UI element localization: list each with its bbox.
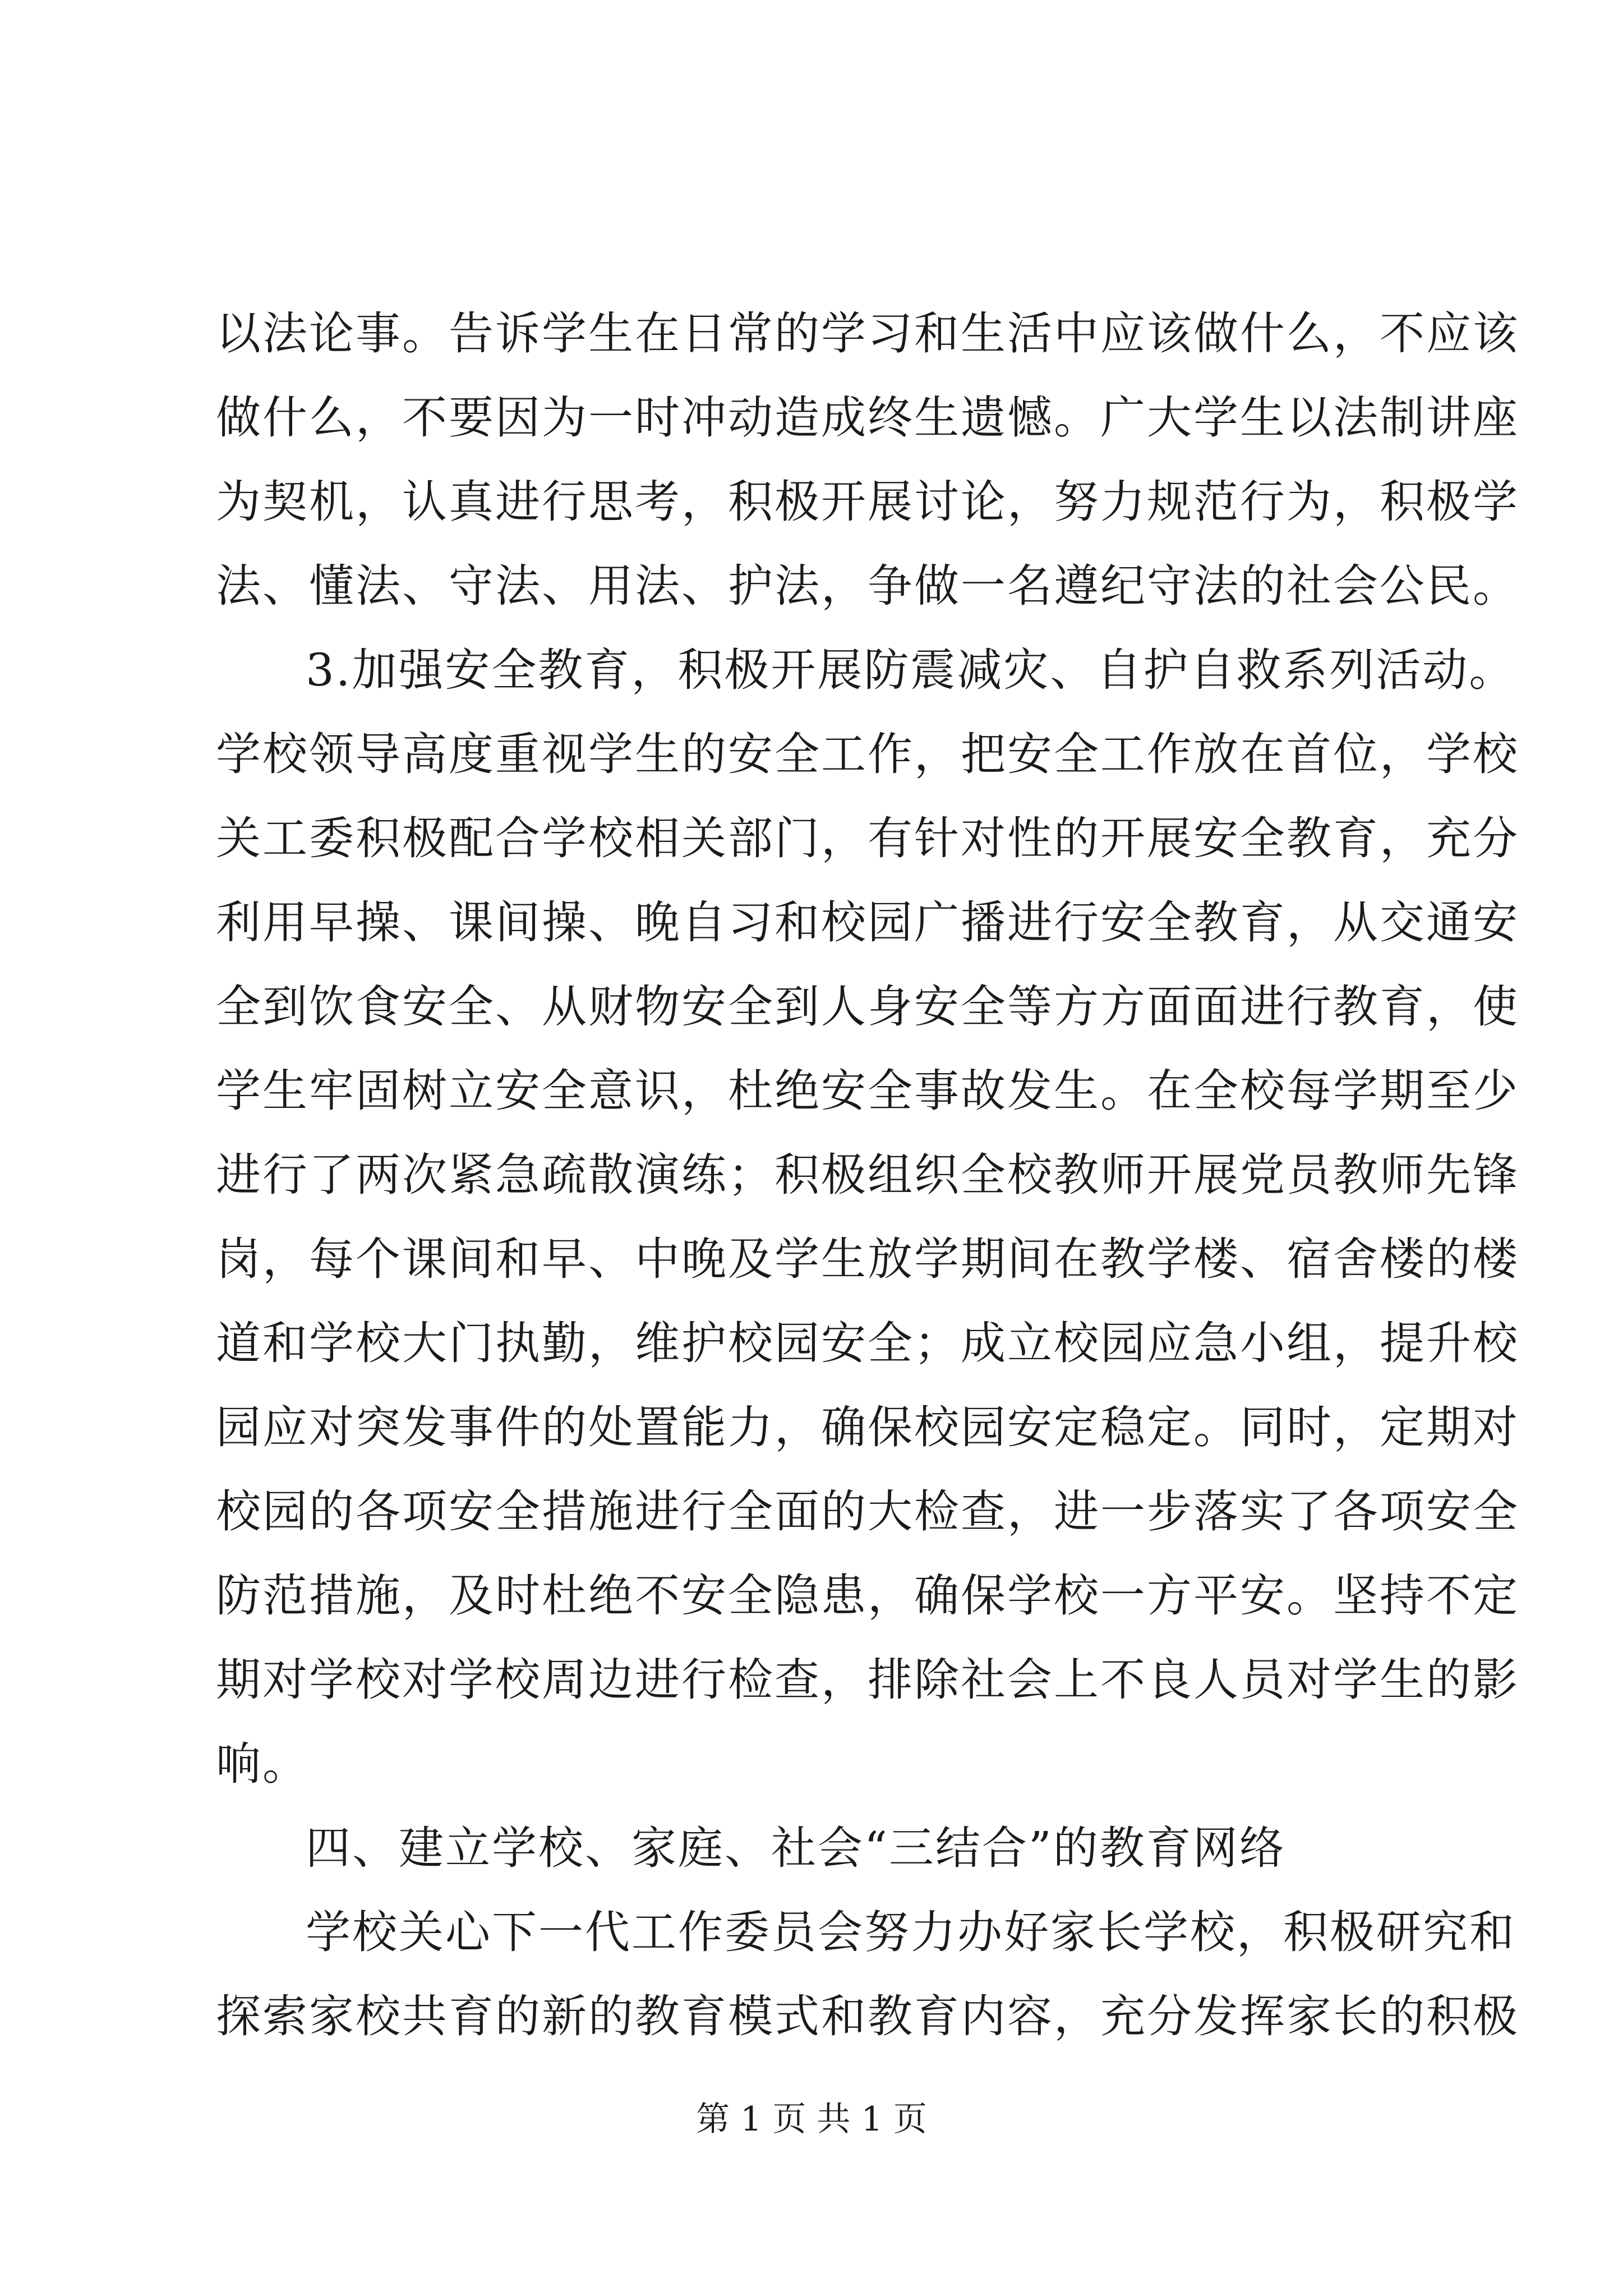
text-line: 学生牢固树立安全意识，杜绝安全事故发生。在全校每学期至少	[216, 1065, 1519, 1117]
text-line: 法、懂法、守法、用法、护法，争做一名遵纪守法的社会公民。	[216, 560, 1519, 612]
text-line: 做什么，不要因为一时冲动造成终生遗憾。广大学生以法制讲座	[216, 392, 1519, 444]
text-line: 学校领导高度重视学生的安全工作，把安全工作放在首位，学校	[216, 728, 1519, 780]
text-line: 全到饮食安全、从财物安全到人身安全等方方面面进行教育，使	[216, 981, 1519, 1033]
page-number-footer: 第 1 页 共 1 页	[696, 2100, 927, 2139]
section-heading-3: 3.加强安全教育，积极开展防震减灾、自护自救系列活动。	[306, 644, 1516, 696]
text-line: 探索家校共育的新的教育模式和教育内容，充分发挥家长的积极	[216, 1990, 1519, 2042]
text-line: 进行了两次紧急疏散演练；积极组织全校教师开展党员教师先锋	[216, 1149, 1519, 1201]
text-line: 校园的各项安全措施进行全面的大检查，进一步落实了各项安全	[216, 1485, 1519, 1538]
text-line: 期对学校对学校周边进行检查，排除社会上不良人员对学生的影	[216, 1654, 1519, 1706]
text-line: 岗，每个课间和早、中晚及学生放学期间在教学楼、宿舍楼的楼	[216, 1233, 1519, 1285]
text-line: 道和学校大门执勤，维护校园安全；成立校园应急小组，提升校	[216, 1317, 1519, 1369]
text-line: 利用早操、课间操、晚自习和校园广播进行安全教育，从交通安	[216, 896, 1519, 949]
section-heading-4: 四、建立学校、家庭、社会“三结合”的教育网络	[306, 1822, 1286, 1874]
text-line: 防范措施，及时杜绝不安全隐患，确保学校一方平安。坚持不定	[216, 1570, 1519, 1622]
text-line: 关工委积极配合学校相关部门，有针对性的开展安全教育，充分	[216, 812, 1519, 864]
text-line: 学校关心下一代工作委员会努力办好家长学校，积极研究和	[306, 1906, 1516, 1958]
text-line: 园应对突发事件的处置能力，确保校园安定稳定。同时，定期对	[216, 1401, 1519, 1453]
text-line: 响。	[216, 1738, 309, 1790]
text-line: 为契机，认真进行思考，积极开展讨论，努力规范行为，积极学	[216, 476, 1519, 528]
text-line: 以法论事。告诉学生在日常的学习和生活中应该做什么，不应该	[216, 307, 1519, 360]
